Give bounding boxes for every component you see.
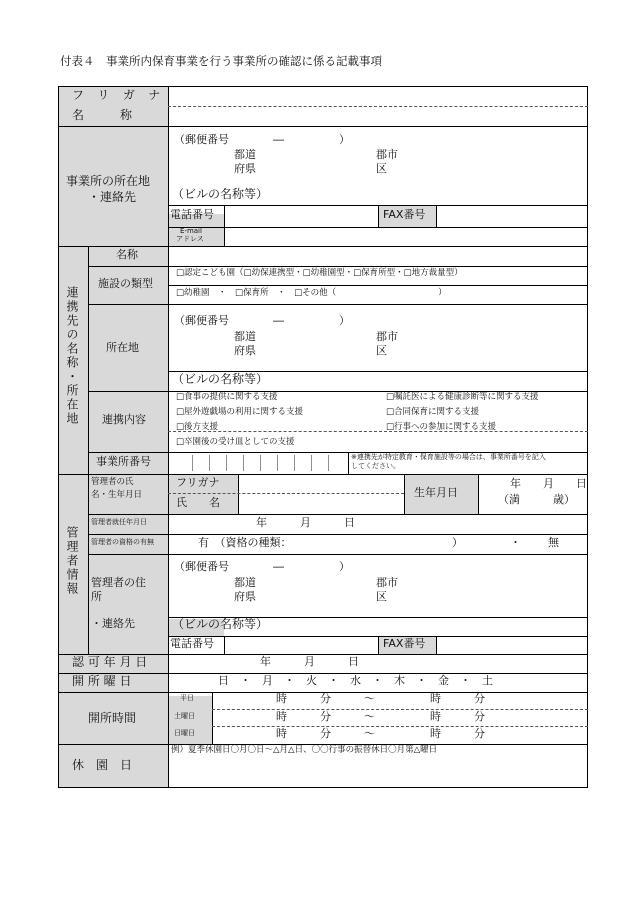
manager-name-label-2: 名・生年月日 (91, 490, 143, 500)
building-name-label: （ビルの名称等） (172, 187, 269, 201)
manager-contact-label: ・連絡先 (91, 617, 135, 630)
facility-type-row1: □認定こども園（□幼保連携型・□幼稚園型・□保育所型・□地方裁量型） (176, 268, 463, 278)
ward-label: 区 (376, 162, 387, 175)
manager-phone-label: 電話番号 (170, 637, 214, 650)
page-title: 付表４ 事業所内保育事業を行う事業所の確認に係る記載事項 (60, 54, 382, 68)
partner-prefecture-label-1: 都道 (234, 330, 256, 343)
partner-name-label: 名称 (116, 248, 138, 261)
facility-type-label: 施設の類型 (98, 277, 153, 290)
manager-prefecture-label-2: 府県 (234, 590, 256, 603)
qualification-no: 無 (548, 536, 559, 549)
coop-item-events: □行事への参加に関する支援 (386, 422, 497, 432)
prefecture-label-2: 府県 (234, 162, 256, 175)
office-contact-label: ・連絡先 (88, 190, 137, 204)
open-days-value: 日 ・ 月 ・ 火 ・ 水 ・ 木 ・ 金 ・ 土 (218, 674, 493, 687)
name-label: 名 称 (72, 108, 133, 122)
prefecture-label-1: 都道 (234, 148, 256, 161)
manager-city-label: 郡市 (376, 576, 398, 589)
open-days-label: 開 所 曜 日 (72, 674, 132, 688)
manager-address-label-1: 管理者の住 (91, 576, 146, 589)
coop-item-food: □食事の提供に関する支援 (176, 392, 278, 402)
manager-start-value: 年 月 日 (256, 516, 355, 529)
manager-name-label-1: 管理者の氏 (91, 477, 134, 487)
manager-building-label: （ビルの名称等） (172, 617, 269, 631)
approval-date-label: 認 可 年 月 日 (72, 655, 148, 669)
manager-start-label: 管理者就任年月日 (91, 518, 147, 526)
coop-item-graduation: □卒園後の受け皿としての支援 (176, 437, 295, 447)
name-field[interactable] (170, 108, 588, 126)
cooperation-label: 連携内容 (102, 413, 146, 426)
manager-ward-label: 区 (376, 590, 387, 603)
qualification-label: 管理者の資格の有無 (91, 538, 154, 546)
partner-prefecture-label-2: 府県 (234, 344, 256, 357)
office-address-label: 事業所の所在地 (66, 174, 151, 188)
manager-postal-code: （郵便番号 ― ） (174, 560, 350, 573)
office-number-note-2: してください。 (351, 462, 400, 470)
facility-type-row2: □幼稚園 ・ □保育所 ・ □その他（ ） (176, 288, 447, 298)
partner-postal-code: （郵便番号 ― ） (174, 314, 350, 327)
partner-ward-label: 区 (376, 344, 387, 357)
office-number-note-1: ※連携先が特定教育・保育施設等の場合は、事業所番号を記入 (351, 453, 546, 461)
partner-location-label: 所在地 (106, 341, 139, 354)
qualification-yes: 有 （資格の種類： (198, 536, 292, 549)
qualification-close: ） (452, 536, 463, 549)
coop-item-backup: □後方支援 (176, 422, 219, 432)
manager-furigana-label: フリガナ (176, 476, 220, 489)
birth-date-label: 生年月日 (414, 486, 458, 499)
sunday-hours: 時 分 ～ 時 分 (276, 727, 485, 740)
birth-age-value: （満 歳） (498, 493, 575, 506)
manager-prefecture-label-1: 都道 (234, 576, 256, 589)
phone-label: 電話番号 (170, 208, 214, 221)
coop-item-playground: □屋外遊戯場の利用に関する支援 (176, 407, 304, 417)
open-hours-label: 開所時間 (88, 711, 137, 725)
coop-item-health: □嘱託医による健康診断等に関する支援 (386, 392, 539, 402)
saturday-label: 土曜日 (174, 712, 195, 720)
saturday-hours: 時 分 ～ 時 分 (276, 710, 485, 723)
email-label-1: E-mail (180, 227, 202, 235)
holidays-label: 休 園 日 (72, 758, 133, 772)
form-table (58, 86, 588, 788)
furigana-label: フ リ ガ ナ (72, 88, 166, 102)
sunday-label: 日曜日 (174, 729, 195, 737)
manager-name-label: 氏 名 (176, 496, 220, 509)
postal-code: （郵便番号 ― ） (174, 133, 350, 146)
weekday-label: 平日 (180, 694, 194, 702)
city-label: 郡市 (376, 148, 398, 161)
manager-fax-label: FAX番号 (383, 637, 426, 650)
qualification-separator: ・ (510, 536, 521, 549)
holiday-example: 例）夏季休園日〇月〇日～△月△日、〇〇行事の振替休日〇月第△曜日 (171, 745, 438, 755)
manager-address-label-2: 所 (91, 590, 102, 603)
weekday-hours: 時 分 ～ 時 分 (276, 692, 485, 705)
partner-building-label: （ビルの名称等） (172, 372, 269, 386)
email-label-2: アドレス (176, 235, 204, 243)
coop-item-joint-care: □合同保育に関する支援 (386, 407, 480, 417)
partner-city-label: 郡市 (376, 330, 398, 343)
manager-group-label: 管理者情報 (65, 526, 79, 596)
fax-label: FAX番号 (383, 208, 426, 221)
birth-date-value: 年 月 日 (510, 477, 587, 490)
approval-date-value: 年 月 日 (260, 655, 359, 668)
partner-group-label: 連携先の名称・所在地 (65, 286, 79, 426)
office-number-label: 事業所番号 (96, 455, 151, 468)
